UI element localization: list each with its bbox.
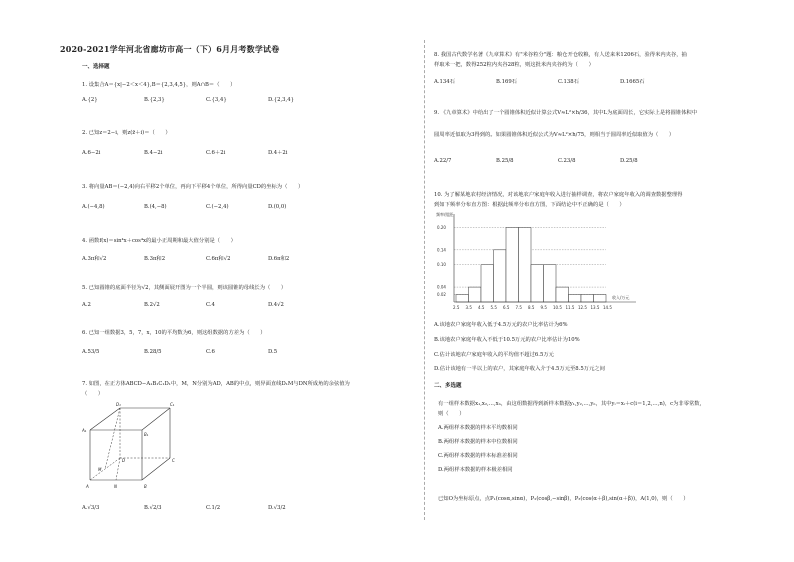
histogram-bar-4 [506,227,519,302]
label-c1: C₁ [170,402,175,407]
histogram-bar-7 [544,265,557,302]
histogram-bar-10 [581,295,594,302]
option-b: B.√2/3 [144,505,162,511]
option-d: D.√3/2 [268,505,286,511]
y-axis-title: 频率/组距 [436,212,454,217]
x-tick-label-4: 6.5 [503,305,510,310]
question-10-option-c: C.估计该地农户家庭年收入的平均值不超过6.5万元 [434,352,554,358]
question-11-line2: 则（ ） [438,411,465,417]
option-a: A.{2} [82,97,98,103]
option-d: D.6π和2 [268,256,290,262]
x-tick-label-0: 2.5 [453,305,460,310]
question-11-option-d: D.两组样本数据的样本极差相同 [438,467,513,473]
question-11-option-a: A.两组样本数据的样本平均数相同 [438,425,518,431]
question-7-options [82,505,330,512]
question-2-options [82,150,330,157]
edge-b1-c1 [142,408,170,430]
x-axis-title: 收入/万元 [612,295,630,300]
option-c: C.(−2,4) [206,204,229,210]
y-tick-label-1: 0.14 [437,247,446,253]
option-d: D.4√2 [268,302,284,308]
edge-a-d [90,458,120,480]
x-tick-label-8: 10.5 [553,305,562,310]
histogram-bar-9 [569,295,582,302]
x-tick-label-11: 13.5 [590,305,600,310]
x-tick-label-3: 5.5 [490,305,497,310]
option-a: A.3π和√2 [82,256,107,262]
question-9-line2: 圆周率近似取为3得到的。如果圆锥体积近似公式为V≈L²×h/75，则相当于圆周率近似取值为（ ） [434,132,675,138]
option-d: D.5 [268,349,278,355]
option-d: D.(0,0) [268,204,287,210]
edge-b-c [142,458,170,480]
question-11-option-c: C.两组样本数据的样本标准差相同 [438,453,518,459]
option-c: C.{3,4} [206,97,227,103]
label-a1: A₁ [82,428,87,433]
left-column [82,0,412,562]
question-11-option-b: B.两组样本数据的样本中位数相同 [438,439,518,445]
question-3-options [82,204,330,211]
y-tick-label-0: 0.20 [437,224,446,230]
option-b: B.4−2i [144,150,163,156]
histogram-bar-1 [469,287,482,302]
option-c: C.6＋2i [206,150,226,156]
cube-figure [82,400,192,496]
question-6-options [82,349,330,356]
question-10-option-b: B.该地农户家庭年收入不低于10.5万元的农户比率估计为10% [434,337,580,343]
question-6: 6. 已知一组数据3，5，7，x，10的平均数为6，则这组数据的方差为（ ） [82,330,266,336]
option-a: A.134石 [434,79,455,85]
option-b: B.169石 [496,79,517,85]
histogram-bar-3 [494,250,507,302]
option-a: A.22/7 [434,158,452,164]
label-a: A [86,484,89,489]
question-10: 10. 为了解某地农村经济情况，对该地农户家庭年收入进行抽样调查，将农户家庭年收入的调查数据整理得 [434,192,683,198]
option-d: D.1665石 [620,79,645,85]
option-c: C.4 [206,302,215,308]
option-a: A.2 [82,302,91,308]
right-column [434,0,774,562]
y-tick-label-4: 0.02 [437,292,446,298]
question-12: 已知O为坐标原点，点P₁(cosα,sinα)，P₂(cosβ,−sinβ)，P₃(cos(α＋β),sin(α＋β))，A(1,0)，则（ ） [438,496,689,502]
question-5: 5. 已知圆锥的底面半径为√2，其侧面展开图为一个半圆，则该圆锥的母线长为（ ） [82,285,287,291]
option-b: B.{2,3} [144,97,165,103]
label-c: C [172,458,175,463]
question-9: 9. 《九章算术》中给出了一个圆锥体积近似计算公式V≈L²×h/36，其中L为底面周长，它实际上是将圆锥体积中 [434,110,698,116]
section-title-choice: 一、选择题 [82,64,110,70]
question-4: 4. 函数f(x)＝sin⁴x＋cos⁴x的最小正周期和最大值分别是（ ） [82,238,236,244]
x-tick-label-5: 7.5 [515,305,522,310]
x-tick-label-2: 4.5 [478,305,485,310]
histogram-bar-2 [481,265,494,302]
x-tick-label-1: 3.5 [465,305,472,310]
option-c: C.1/2 [206,505,221,511]
exam-title: 2020-2021学年河北省廊坊市高一（下）6月月考数学试卷 [60,44,280,54]
question-10-option-a: A.该地农户家庭年收入低于4.5万元的农户比率估计为6% [434,322,568,328]
frequency-histogram [434,210,644,318]
y-tick-label-3: 0.04 [437,284,446,290]
histogram-bar-0 [456,295,469,302]
x-tick-label-7: 9.5 [540,305,547,310]
column-divider [424,40,425,520]
option-a: A.53/5 [82,349,100,355]
question-3: 3. 将向量AB＝(−2,4)向右平移2个单位，再向下平移4个单位，所得向量CD的坐标为（ ） [82,184,304,190]
y-tick-labels [437,225,446,297]
question-7: 7. 如图，在正方体ABCD−A₁B₁C₁D₁中，M，N分别为AD，AB的中点，则异面直线D₁M与DN所成角的余弦值为 [82,381,350,387]
x-tick-label-12: 14.5 [603,305,612,310]
option-b: B.28/5 [144,349,162,355]
option-a: A.√3/3 [82,505,100,511]
x-tick-labels [453,305,612,310]
label-n: N [114,484,117,489]
histogram-bar-6 [531,265,544,302]
y-tick-label-2: 0.10 [437,262,446,268]
option-c: C.6 [206,349,215,355]
section-title-multi: 二、多选题 [434,383,462,389]
option-c: C.138石 [558,79,579,85]
question-8-line2: 样取米一把，数得252粒内夹谷28粒，则这批米内夹谷约为（ ） [434,62,594,68]
label-d1: D₁ [116,402,121,407]
option-a: A.(−4,8) [82,204,105,210]
option-d: D.4＋2i [268,150,288,156]
option-b: B.2√2 [144,302,160,308]
question-10-option-d: D.估计该地有一半以上的农户，其家庭年收入介于4.5万元至8.5万元之间 [434,366,605,372]
histogram-bar-5 [519,227,532,302]
question-8: 8. 我国古代数学名著《九章算术》有"米谷粒分"题：粮仓开仓收粮，有人送来米1206石，验得米内夹谷，抽 [434,52,687,58]
option-d: D.25/8 [620,158,638,164]
option-b: B.3π和2 [144,256,166,262]
segment-d-n [116,458,120,480]
x-tick-label-10: 12.5 [578,305,587,310]
question-2: 2. 已知z＝2−i，则z(z̄＋i)＝（ ） [82,130,171,136]
option-d: D.{2,3,4} [268,97,294,103]
question-4-options [82,256,330,263]
option-c: C.6π和√2 [206,256,231,262]
option-b: B.(4,−8) [144,204,167,210]
question-1-options [82,97,330,104]
label-m: M [98,467,102,472]
question-1: 1. 设集合A＝{x|−2＜x＜4},B＝{2,3,4,5}，则A∩B＝（ ） [82,82,236,88]
question-9-options [434,158,682,165]
question-8-options [434,79,682,86]
x-tick-label-9: 11.5 [565,305,575,310]
question-7-bracket: （ ） [82,391,104,397]
label-b1: B₁ [144,432,149,437]
label-b: B [144,484,147,489]
question-11: 有一组样本数据x₁,x₂,…,xₙ，由这组数据得到新样本数据y₁,y₂,…,yₙ，其中yᵢ＝xᵢ＋c(i＝1,2,…,n)，c为非零常数， [438,401,705,407]
question-5-options [82,302,330,309]
option-b: B.25/8 [496,158,514,164]
option-c: C.23/8 [558,158,576,164]
label-d: D [122,458,126,463]
histogram-bar-8 [556,287,569,302]
histogram-bar-11 [594,295,607,302]
x-tick-label-6: 8.5 [528,305,535,310]
option-a: A.6−2i [82,150,101,156]
question-10-line2: 到如下频率分布直方图：根据此频率分布直方图，下面结论中不正确的是（ ） [434,202,625,208]
